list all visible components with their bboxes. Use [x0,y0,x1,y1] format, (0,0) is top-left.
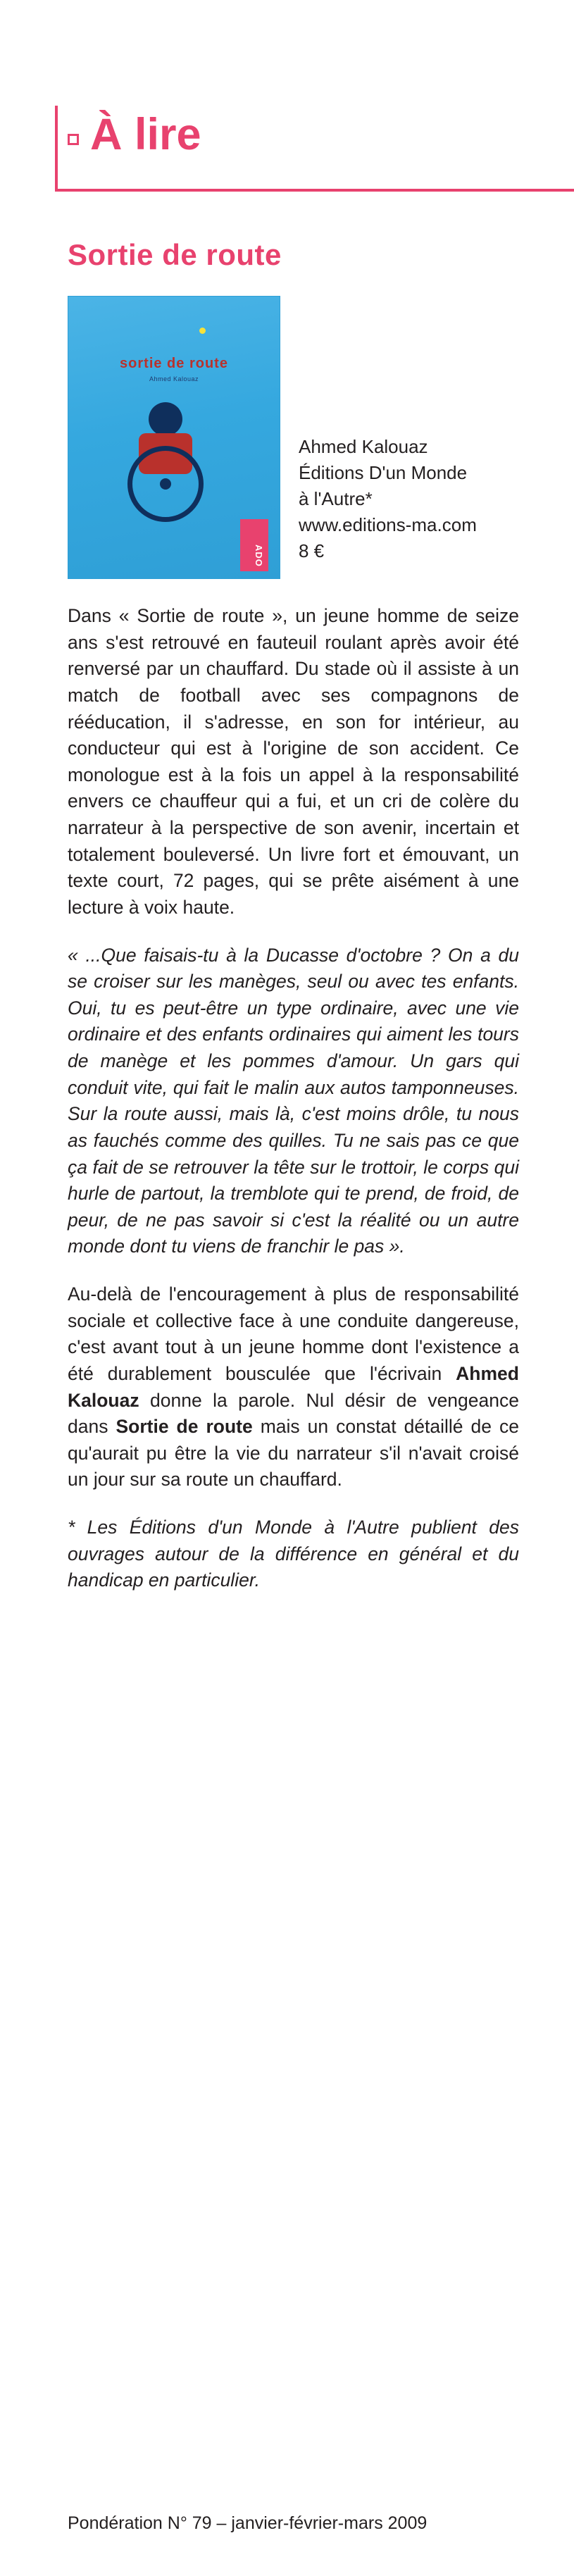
section-header [0,106,574,225]
footer-issue: – janvier-février-mars 2009 [216,2513,428,2533]
page [0,106,574,2576]
paragraph-intro: Dans « Sortie de route », un jeune homme de seize ans s'est retrouvé en fauteuil roulant après avoir été renversé par un chauffard. Du stade où il assiste à un match de football avec ses compagnons de rééducation, il s'adresse, en son for intérieur, au conducteur qui est à l'origine de son accident. Ce monologue est à la fois un appel à la responsabilité envers ce chauffeur qui a fui, et un cri de colère du narrateur à la perspective de son avenir, incertain et totalement bouleversé. Un livre fort et émouvant, un texte court, 72 pages, qui se prête aisément à une lecture à voix haute. [68,605,519,918]
section-title: À lire [90,110,201,159]
page-footer [68,2513,519,2534]
book-cover-title: sortie de route [120,356,228,371]
closing-part-2: donne la parole. Nul désir de vengeance dans [68,1389,519,1438]
article [0,238,574,1594]
figure-head-shape [149,402,182,436]
book-price: 8 € [299,540,325,561]
wheelchair-illustration [123,402,208,508]
closing-bold-author: Ahmed Kalouaz [68,1362,519,1411]
header-rule-bottom [55,189,574,192]
page-title: Sortie de route [68,238,282,271]
book-publisher-line2: à l'Autre* [299,487,373,509]
header-rule-left [55,106,58,190]
closing-part-3: mais un constat détaillé de ce qu'aurait pu être la vie du narrateur s'il n'avait croisé un jour sur sa route un chauffard. [68,1416,519,1491]
closing-bold-title: Sortie de route [116,1416,253,1438]
paragraph-quote: « ...Que faisais-tu à la Ducasse d'octobre ? On a du se croiser sur les manèges, seul ou avec tes enfants. Oui, tu es peut-être un type ordinaire, avec une vie ordinaire et des enfants ordinaires qui aiment les tours de manège et les pommes d'amour. Un gars qui conduit vite, qui fait le malin aux autos tamponneuses. Sur la route aussi, mais là, c'est moins drôle, tu nous as fauchés comme des quilles. Tu ne sais pas ce que ça fait de se retrouver la tête sur le trottoir, le corps qui hurle de partout, la tremblote qui te prend, de froid, de peur, de ne pas savoir si c'est la réalité ou un autre monde dont tu viens de franchir le pas ». [68,944,519,1257]
footer-publication: Pondération N° 79 [68,2513,212,2533]
closing-part-1: Au-delà de l'encouragement à plus de responsabilité sociale et collective face à une conduite dangereuse, c'est avant tout à un jeune homme dont l'existence a été durablement bousculée que l'écrivain [68,1283,519,1384]
book-author: Ahmed Kalouaz [299,436,428,457]
book-publisher: Éditions D'un Monde [299,461,468,483]
book-website[interactable]: www.editions-ma.com [299,514,477,535]
square-outline-icon [68,134,79,145]
book-cover-image [68,296,280,579]
wheel-hub-shape [160,478,171,490]
paragraph-closing [68,1281,519,1493]
book-block [68,296,519,579]
cover-badge-label: ADO [254,545,264,567]
book-metadata [299,296,477,564]
cover-dot-decoration [199,328,206,334]
book-cover-author: Ahmed Kalouaz [149,375,199,382]
paragraph-footnote: * Les Éditions d'un Monde à l'Autre publient des ouvrages autour de la différence en général et du handicap en particulier. [68,1517,519,1591]
